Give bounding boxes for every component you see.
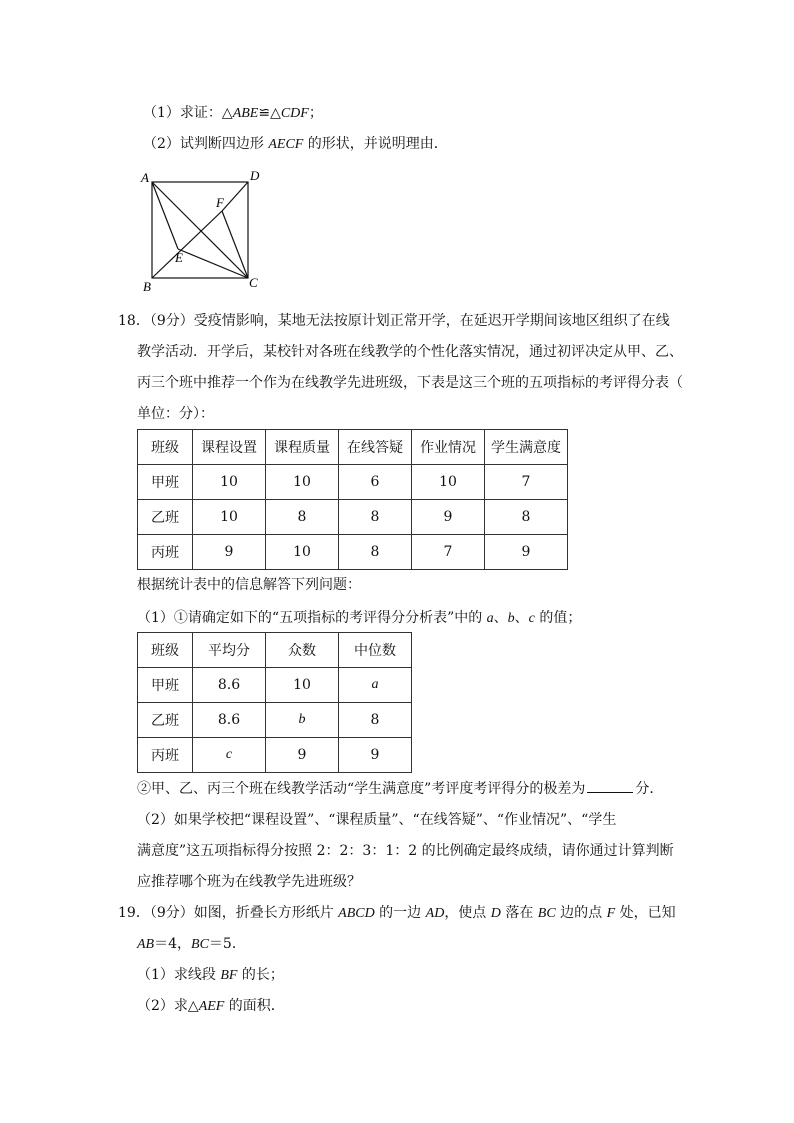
header-cell: 作业情况 (412, 430, 485, 465)
header-cell: 班级 (138, 430, 193, 465)
header-cell: 班级 (138, 633, 193, 668)
header-cell: 课程设置 (193, 430, 266, 465)
square-figure (130, 165, 270, 300)
table-cell: a (339, 668, 412, 703)
table-row (138, 465, 568, 500)
q19-part1: （1）求线段 BF 的长； (137, 967, 284, 983)
header-cell: 众数 (266, 633, 339, 668)
table-cell: 9 (412, 500, 485, 535)
q18-intro: 根据统计表中的信息解答下列问题： (137, 577, 361, 593)
label-d: D (250, 168, 260, 183)
table-cell: 10 (266, 465, 339, 500)
table-cell: 9 (266, 738, 339, 773)
table-cell: c (193, 738, 266, 773)
header-cell: 在线答疑 (339, 430, 412, 465)
answer-blank (587, 778, 633, 793)
label-a: A (141, 170, 149, 185)
table-cell: 9 (485, 535, 568, 570)
table-cell: 6 (339, 465, 412, 500)
table-cell: 10 (193, 465, 266, 500)
table-cell: 7 (485, 465, 568, 500)
table-cell: 10 (266, 535, 339, 570)
q18-part1: （1）①请确定如下的“五项指标的考评得分分析表”中的 a、b、c 的值； (137, 610, 582, 626)
table-cell: 8.6 (193, 703, 266, 738)
q18-part2-line1: （2）如果学校把“课程设置”、“课程质量”、“在线答疑”、“作业情况”、“学生 (137, 812, 617, 828)
score-table (137, 429, 568, 570)
label-b: B (143, 279, 151, 294)
header-cell: 中位数 (339, 633, 412, 668)
segment-ae (152, 182, 178, 249)
table-cell: 8 (266, 500, 339, 535)
table-row (138, 668, 412, 703)
segment-df (222, 182, 248, 211)
segment-fc (222, 211, 248, 278)
table-cell: 10 (266, 668, 339, 703)
label-f: F (216, 195, 224, 210)
table-cell: 乙班 (138, 500, 193, 535)
table-cell: 甲班 (138, 668, 193, 703)
q18-line3: 丙三个班中推荐一个作为在线教学先进班级，下表是这三个班的五项指标的考评得分表（ (137, 375, 683, 391)
table-cell: 9 (339, 738, 412, 773)
table-cell: 9 (193, 535, 266, 570)
q19-part2: （2）求△AEF 的面积． (137, 998, 285, 1014)
segment-be (152, 211, 222, 278)
table-cell: 7 (412, 535, 485, 570)
score-table-header (138, 430, 568, 465)
header-cell: 学生满意度 (485, 430, 568, 465)
q18-line2: 教学活动．开学后，某校针对各班在线教学的个性化落实情况，通过初评决定从甲、乙、 (137, 344, 683, 360)
table-cell: 乙班 (138, 703, 193, 738)
table-row (138, 500, 568, 535)
header-cell: 平均分 (193, 633, 266, 668)
segment-ec (178, 249, 248, 278)
analysis-table-header (138, 633, 412, 668)
q17-part1: （1）求证：△ABE≌△CDF； (143, 105, 323, 121)
label-c: C (249, 275, 258, 290)
q18-part2-line3: 应推荐哪个班为在线教学先进班级？ (137, 874, 361, 890)
table-cell: b (266, 703, 339, 738)
q17-part2: （2）试判断四边形 AECF 的形状，并说明理由． (143, 136, 448, 152)
table-cell: 丙班 (138, 535, 193, 570)
table-cell: 8 (339, 703, 412, 738)
table-row (138, 703, 412, 738)
table-cell: 甲班 (138, 465, 193, 500)
q18-sub2: ②甲、乙、丙三个班在线教学活动“学生满意度”考评度考评得分的极差为 分． (137, 778, 663, 799)
table-cell: 8 (339, 500, 412, 535)
table-cell: 10 (412, 465, 485, 500)
header-cell: 课程质量 (266, 430, 339, 465)
q18-line1: 18．（9分）受疫情影响，某地无法按原计划正常开学，在延迟开学期间该地区组织了在线 (118, 313, 670, 329)
table-cell: 10 (193, 500, 266, 535)
q19-line2: AB＝4，BC＝5． (137, 936, 246, 952)
table-cell: 8.6 (193, 668, 266, 703)
label-e: E (175, 250, 183, 265)
table-cell: 8 (485, 500, 568, 535)
table-row (138, 738, 412, 773)
analysis-table (137, 632, 412, 773)
table-cell: 丙班 (138, 738, 193, 773)
table-row (138, 535, 568, 570)
table-cell: 8 (339, 535, 412, 570)
q19-line1: 19．（9分）如图，折叠长方形纸片 ABCD 的一边 AD，使点 D 落在 BC 边的点 F 处，已知 (118, 905, 676, 921)
q18-line4: 单位：分）： (137, 406, 214, 422)
q18-part2-line2: 满意度”这五项指标得分按照 2：2：3：1：2 的比例确定最终成绩，请你通过计算判断 (137, 843, 674, 859)
